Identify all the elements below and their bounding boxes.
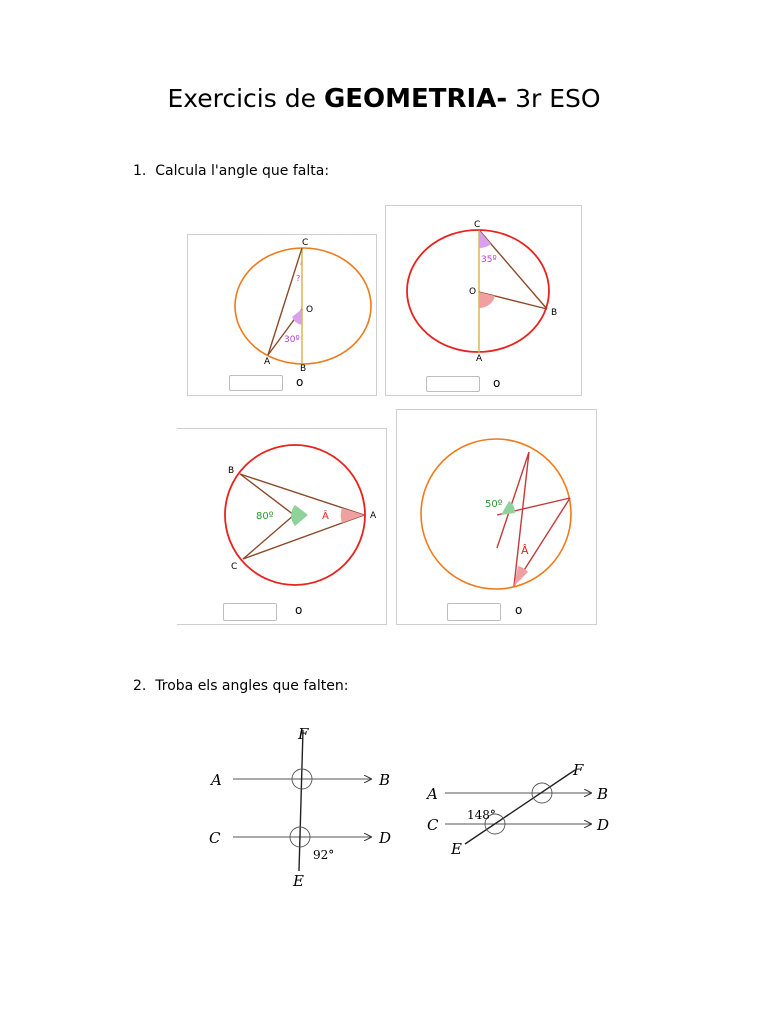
figure-3-diagram xyxy=(177,429,386,624)
figure-1-angle-label: 30º xyxy=(284,335,300,345)
figure-2-answer-input[interactable] xyxy=(426,376,480,392)
figure-5-label-b: B xyxy=(379,771,391,789)
figure-1-label-o: O xyxy=(306,305,314,315)
figure-2-diagram xyxy=(386,206,581,395)
figure-2-degree: o xyxy=(493,376,501,390)
figure-5-transversal xyxy=(299,730,303,871)
figure-5-label-f: F xyxy=(298,725,309,743)
title-suffix: 3r ESO xyxy=(515,84,601,113)
figure-1-answer-input[interactable] xyxy=(229,375,283,391)
figure-1-panel xyxy=(187,234,377,396)
figure-4-diagram xyxy=(397,410,596,624)
figure-4-unknown: Â xyxy=(521,544,529,557)
question-2-number: 2. xyxy=(133,678,147,694)
figure-1-label-a: A xyxy=(264,357,271,367)
figure-6-angle-label: 148° xyxy=(467,808,496,822)
question-1-text: Calcula l'angle que falta: xyxy=(155,163,330,179)
figure-4-panel xyxy=(396,409,597,625)
figure-5-diagram xyxy=(205,725,405,895)
figure-3-angle-o-mark xyxy=(291,505,308,526)
figure-2-label-c: C xyxy=(474,220,481,230)
figure-1-circle xyxy=(235,248,371,364)
figure-1-unknown: ? xyxy=(296,274,301,283)
figure-2-label-o: O xyxy=(469,287,477,297)
figure-3-chord-ba xyxy=(240,474,364,515)
figure-2-angle-label: 35º xyxy=(481,255,497,265)
figure-4-angle-mark xyxy=(501,501,515,515)
figure-6-label-f: F xyxy=(573,761,584,779)
figure-5-label-d: D xyxy=(379,829,392,847)
figure-6-label-c: C xyxy=(427,816,439,834)
figure-6-label-d: D xyxy=(597,816,610,834)
figure-1-label-b: B xyxy=(300,364,307,374)
figure-2-angle-c-mark xyxy=(479,230,491,248)
figure-3-panel xyxy=(177,428,387,625)
question-1 xyxy=(133,163,329,179)
figure-3-degree: o xyxy=(295,603,303,617)
figure-6-label-e: E xyxy=(451,840,462,858)
figure-5-label-c: C xyxy=(209,829,221,847)
figure-3-angle-label: 80º xyxy=(256,511,274,522)
figure-6-label-b: B xyxy=(597,785,609,803)
figure-5-label-e: E xyxy=(293,872,304,890)
page-title xyxy=(0,84,768,114)
figure-4-circle xyxy=(421,439,571,589)
title-emphasis: GEOMETRIA- xyxy=(323,84,508,114)
figure-5-angle-label: 92° xyxy=(313,848,335,862)
figure-3-label-c: C xyxy=(231,562,238,572)
figure-2-label-a: A xyxy=(476,354,483,364)
figure-3-unknown: Â xyxy=(322,511,329,522)
figure-2-panel xyxy=(385,205,582,396)
question-2 xyxy=(133,678,348,694)
figure-3-answer-input[interactable] xyxy=(223,603,277,621)
figure-2-label-b: B xyxy=(551,308,558,318)
figure-1-diagram xyxy=(188,235,376,395)
figure-4-degree: o xyxy=(515,603,523,617)
figure-3-label-b: B xyxy=(228,466,235,476)
figure-1-label-c: C xyxy=(302,238,309,248)
question-2-text: Troba els angles que falten: xyxy=(155,678,349,694)
figure-4-answer-input[interactable] xyxy=(447,603,501,621)
figure-6-label-a: A xyxy=(427,785,438,803)
question-1-number: 1. xyxy=(133,163,147,179)
figure-1-angle-o-mark xyxy=(292,309,302,325)
figure-1-angle-c-mark xyxy=(300,257,302,265)
figure-4-angle-label: 50º xyxy=(485,499,503,510)
figure-3-chord-bo xyxy=(240,474,294,515)
figure-2-angle-o-mark xyxy=(479,292,495,308)
figure-2-circle xyxy=(407,230,549,352)
figure-3-angle-a-mark xyxy=(341,508,364,523)
figure-6-diagram xyxy=(425,758,620,858)
figure-5-label-a: A xyxy=(211,771,222,789)
title-prefix: Exercicis de xyxy=(167,84,316,113)
figure-1-degree: o xyxy=(296,375,304,389)
figure-3-label-a: A xyxy=(370,511,377,521)
figure-6-transversal xyxy=(465,770,575,844)
